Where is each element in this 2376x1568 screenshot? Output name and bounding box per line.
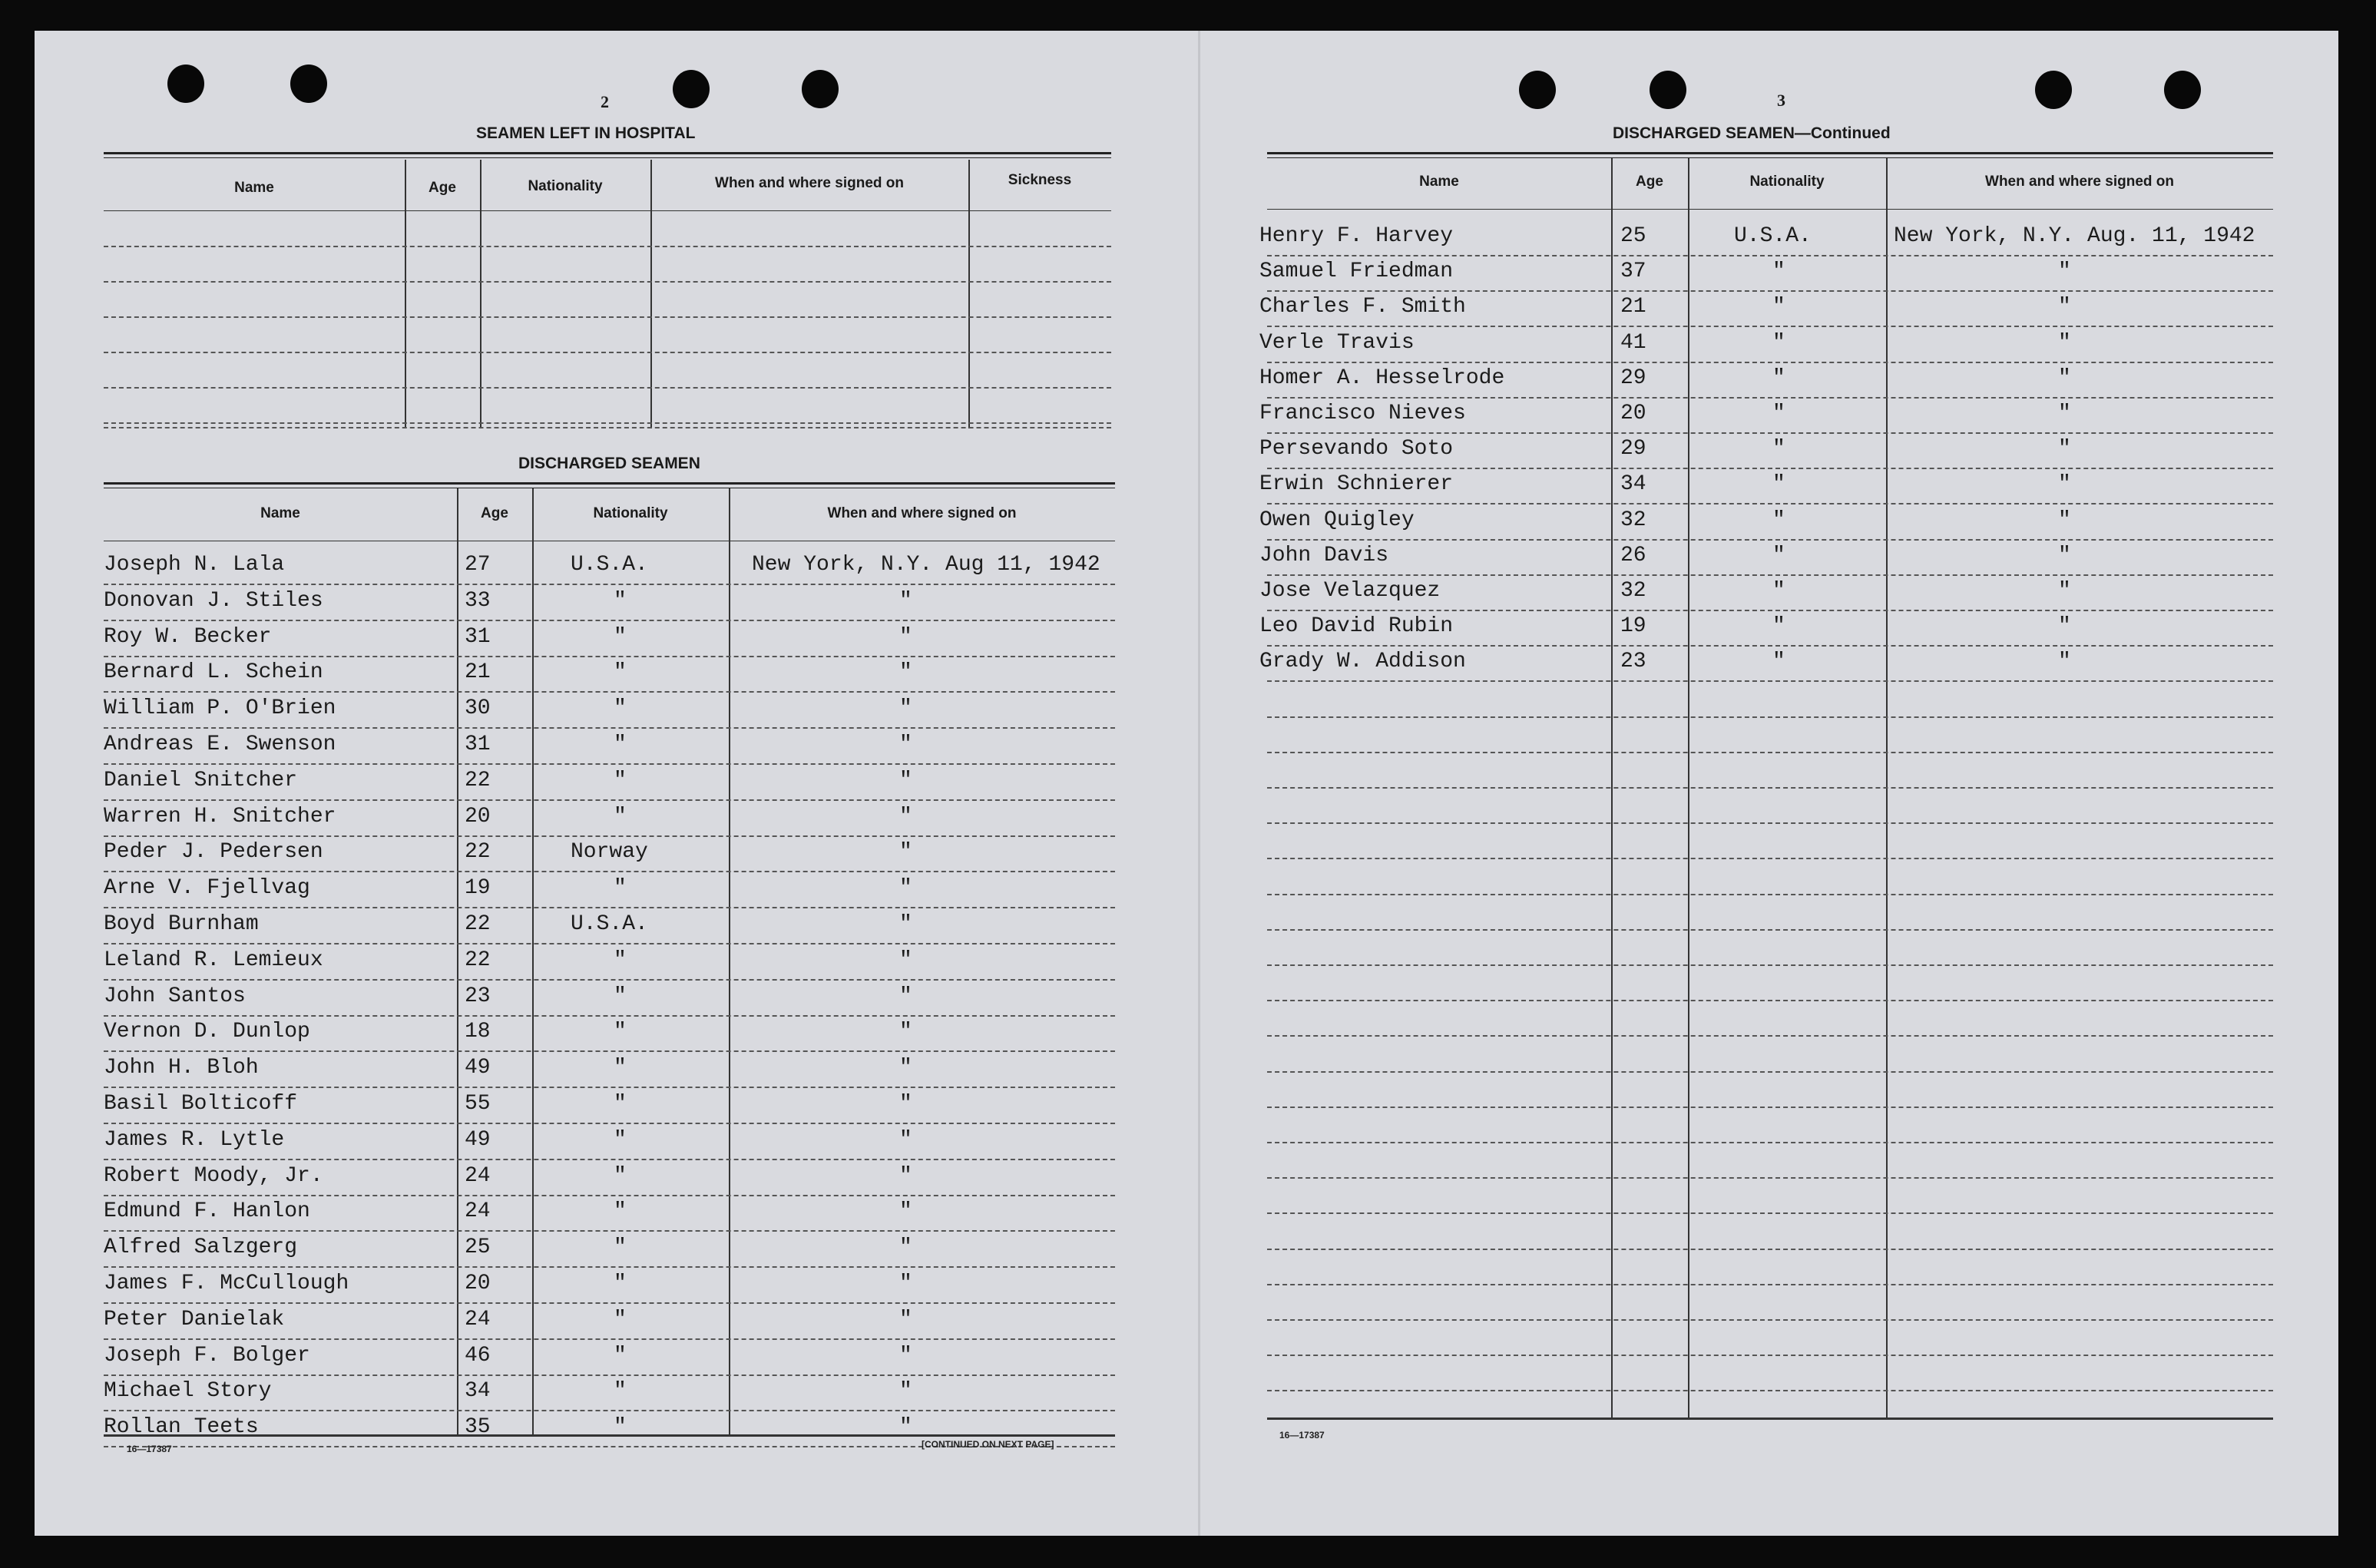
seaman-signed-on: New York, N.Y. Aug 11, 1942 <box>752 553 1100 577</box>
seaman-signed-on: " <box>2058 366 2071 390</box>
row-line <box>1267 822 2273 824</box>
seaman-name: Rollan Teets <box>104 1415 259 1440</box>
column-header: When and where signed on <box>827 505 1017 521</box>
seaman-signed-on: " <box>899 624 912 649</box>
seaman-age: 24 <box>465 1307 491 1331</box>
seaman-signed-on: " <box>899 1272 912 1295</box>
seaman-age: 19 <box>465 876 491 901</box>
seaman-age: 25 <box>465 1236 491 1260</box>
seaman-signed-on: " <box>2058 650 2071 674</box>
discharged-continued-table <box>1259 152 2273 1421</box>
seaman-signed-on: " <box>2058 472 2071 497</box>
seaman-nationality: " <box>614 588 627 613</box>
seaman-age: 49 <box>465 1127 491 1152</box>
seaman-nationality: " <box>614 1199 627 1224</box>
row-line <box>1267 894 2273 895</box>
seaman-age: 21 <box>1620 295 1646 319</box>
row-line <box>1267 503 2273 504</box>
column-header: Nationality <box>1749 174 1825 190</box>
seaman-name: John Santos <box>104 984 246 1008</box>
page-number: 2 <box>601 92 609 111</box>
seaman-name: Vernon D. Dunlop <box>104 1020 310 1044</box>
row-line <box>104 1266 1115 1268</box>
seaman-nationality: " <box>614 1127 627 1152</box>
seaman-signed-on: " <box>2058 295 2071 319</box>
seaman-nationality: " <box>1772 650 1785 674</box>
seaman-nationality: " <box>1772 508 1785 532</box>
seaman-age: 34 <box>465 1379 491 1404</box>
row-line <box>1267 716 2273 718</box>
seaman-signed-on: " <box>899 1056 912 1080</box>
row-line <box>104 427 1111 428</box>
seaman-signed-on: " <box>2058 579 2071 603</box>
seaman-nationality: " <box>1772 579 1785 603</box>
seaman-signed-on: " <box>899 1415 912 1440</box>
seaman-signed-on: " <box>899 1236 912 1260</box>
column-header: Sickness <box>1008 172 1072 188</box>
row-line <box>104 871 1115 872</box>
seaman-name: Verle Travis <box>1259 330 1415 355</box>
row-line <box>1267 858 2273 859</box>
row-line <box>1267 1107 2273 1108</box>
seaman-age: 22 <box>465 912 491 936</box>
seaman-age: 41 <box>1620 330 1646 355</box>
seaman-nationality: " <box>1772 260 1785 284</box>
row-line <box>104 316 1111 318</box>
row-line <box>104 620 1115 621</box>
column-divider <box>457 488 458 1434</box>
seaman-name: Peter Danielak <box>104 1307 285 1331</box>
row-line <box>1267 610 2273 611</box>
form-number: 16—17387 <box>127 1444 172 1454</box>
row-line <box>1267 1035 2273 1037</box>
row-line <box>104 1410 1115 1411</box>
seaman-signed-on: " <box>2058 614 2071 639</box>
column-header: Age <box>429 180 456 196</box>
seaman-signed-on: " <box>899 804 912 829</box>
seaman-age: 20 <box>465 804 491 829</box>
seaman-signed-on: " <box>2058 543 2071 567</box>
seaman-name: Arne V. Fjellvag <box>104 876 310 901</box>
row-line <box>104 1050 1115 1052</box>
seaman-signed-on: " <box>899 840 912 865</box>
seaman-nationality: " <box>614 733 627 756</box>
row-line <box>104 1159 1115 1160</box>
seaman-name: William P. O'Brien <box>104 696 336 721</box>
seaman-signed-on: " <box>899 696 912 721</box>
seaman-signed-on: " <box>2058 508 2071 532</box>
seaman-nationality: " <box>614 1415 627 1440</box>
row-line <box>104 387 1111 389</box>
punch-hole <box>1650 71 1686 109</box>
seaman-age: 22 <box>465 948 491 972</box>
seaman-signed-on: " <box>899 948 912 972</box>
seaman-age: 24 <box>465 1163 491 1188</box>
seaman-nationality: " <box>614 1343 627 1368</box>
seaman-signed-on: New York, N.Y. Aug. 11, 1942 <box>1894 224 2255 248</box>
punch-hole <box>2164 71 2201 109</box>
seaman-age: 23 <box>465 984 491 1008</box>
row-line <box>1267 432 2273 434</box>
seaman-signed-on: " <box>899 1163 912 1188</box>
seaman-name: James F. McCullough <box>104 1272 349 1295</box>
row-line <box>1267 680 2273 682</box>
seaman-name: Peder J. Pedersen <box>104 840 323 865</box>
row-line <box>1267 929 2273 931</box>
punch-hole <box>290 65 327 103</box>
seaman-nationality: " <box>614 768 627 792</box>
seaman-name: Francisco Nieves <box>1259 402 1466 425</box>
row-line <box>1267 1249 2273 1250</box>
seaman-signed-on: " <box>2058 330 2071 355</box>
column-header: Name <box>234 180 274 196</box>
seaman-name: Boyd Burnham <box>104 912 259 936</box>
form-number: 16—17387 <box>1279 1430 1325 1441</box>
bottom-rule <box>104 1434 1115 1437</box>
seaman-name: Basil Bolticoff <box>104 1092 298 1116</box>
title-text: DISCHARGED SEAMEN <box>1613 124 1795 142</box>
seaman-age: 30 <box>465 696 491 721</box>
seaman-nationality: " <box>1772 614 1785 639</box>
column-header: Nationality <box>593 505 668 521</box>
seaman-age: 35 <box>465 1415 491 1440</box>
row-line <box>1267 1177 2273 1179</box>
bottom-rule <box>1267 1417 2273 1420</box>
seaman-name: Daniel Snitcher <box>104 768 298 792</box>
title-suffix: —Continued <box>1794 124 1891 142</box>
row-line <box>104 835 1115 837</box>
row-line <box>1267 1319 2273 1321</box>
column-header: Nationality <box>528 178 603 194</box>
seaman-nationality: " <box>614 1020 627 1044</box>
column-header: Age <box>481 505 508 521</box>
double-rule <box>104 482 1115 488</box>
row-line <box>104 799 1115 801</box>
seaman-nationality: " <box>614 660 627 685</box>
row-line <box>1267 752 2273 753</box>
row-line <box>104 691 1115 693</box>
seaman-age: 22 <box>465 840 491 865</box>
seaman-signed-on: " <box>2058 402 2071 425</box>
row-line <box>1267 1390 2273 1391</box>
row-line <box>1267 468 2273 469</box>
seaman-age: 25 <box>1620 224 1646 248</box>
seaman-name: Michael Story <box>104 1379 272 1404</box>
row-line <box>104 1302 1115 1304</box>
column-divider <box>729 488 730 1434</box>
seaman-age: 32 <box>1620 508 1646 532</box>
discharged-table <box>104 482 1115 1440</box>
seaman-age: 46 <box>465 1343 491 1368</box>
column-divider <box>532 488 534 1434</box>
seaman-age: 20 <box>1620 402 1646 425</box>
row-line <box>104 727 1115 729</box>
seaman-age: 29 <box>1620 366 1646 390</box>
row-line <box>104 584 1115 585</box>
seaman-signed-on: " <box>899 1199 912 1224</box>
seaman-nationality: " <box>614 948 627 972</box>
seaman-nationality: Norway <box>571 840 648 865</box>
seaman-signed-on: " <box>899 1092 912 1116</box>
seaman-name: Leo David Rubin <box>1259 614 1454 639</box>
seaman-name: Roy W. Becker <box>104 624 272 649</box>
row-line <box>104 1015 1115 1017</box>
seaman-signed-on: " <box>899 1379 912 1404</box>
seaman-nationality: " <box>1772 330 1785 355</box>
row-line <box>104 246 1111 247</box>
seaman-age: 21 <box>465 660 491 685</box>
seaman-signed-on: " <box>899 588 912 613</box>
seaman-nationality: " <box>1772 437 1785 461</box>
seaman-name: Charles F. Smith <box>1259 295 1466 319</box>
seaman-age: 19 <box>1620 614 1646 639</box>
seaman-age: 20 <box>465 1272 491 1295</box>
seaman-age: 33 <box>465 588 491 613</box>
seaman-name: Alfred Salzgerg <box>104 1236 298 1260</box>
seaman-name: Jose Velazquez <box>1259 579 1441 603</box>
header-rule <box>104 210 1111 211</box>
seaman-name: Henry F. Harvey <box>1259 224 1454 248</box>
row-line <box>1267 964 2273 966</box>
seaman-nationality: " <box>614 696 627 721</box>
seaman-age: 49 <box>465 1056 491 1080</box>
seaman-signed-on: " <box>899 1127 912 1152</box>
seaman-name: Edmund F. Hanlon <box>104 1199 310 1224</box>
column-header: Name <box>260 505 300 521</box>
double-rule <box>104 152 1111 158</box>
row-line <box>104 979 1115 981</box>
seaman-nationality: " <box>614 1092 627 1116</box>
double-rule <box>1267 152 2273 158</box>
seaman-age: 23 <box>1620 650 1646 674</box>
seaman-nationality: " <box>1772 295 1785 319</box>
seaman-name: Samuel Friedman <box>1259 260 1454 284</box>
row-line <box>1267 645 2273 647</box>
seaman-signed-on: " <box>899 733 912 756</box>
row-line <box>1267 326 2273 327</box>
row-line <box>104 1374 1115 1376</box>
discharged-section-title: DISCHARGED SEAMEN <box>518 455 700 472</box>
row-line <box>104 1087 1115 1088</box>
seaman-age: 31 <box>465 624 491 649</box>
row-line <box>1267 362 2273 363</box>
punch-hole <box>167 65 204 103</box>
seaman-nationality: " <box>614 1236 627 1260</box>
seaman-age: 55 <box>465 1092 491 1116</box>
seaman-nationality: U.S.A. <box>571 912 648 936</box>
row-line <box>104 907 1115 908</box>
seaman-name: Homer A. Hesselrode <box>1259 366 1505 390</box>
row-line <box>1267 1212 2273 1214</box>
seaman-age: 18 <box>465 1020 491 1044</box>
hospital-section-title: SEAMEN LEFT IN HOSPITAL <box>476 124 696 142</box>
seaman-nationality: " <box>1772 472 1785 497</box>
row-line <box>104 352 1111 353</box>
seaman-age: 37 <box>1620 260 1646 284</box>
seaman-signed-on: " <box>899 876 912 901</box>
seaman-nationality: U.S.A. <box>1734 224 1812 248</box>
column-header: When and where signed on <box>715 175 904 191</box>
seaman-name: John Davis <box>1259 543 1389 567</box>
seaman-nationality: U.S.A. <box>571 553 648 577</box>
row-line <box>1267 1355 2273 1356</box>
row-line <box>104 656 1115 657</box>
seaman-name: Persevando Soto <box>1259 437 1454 461</box>
seaman-nationality: " <box>614 804 627 829</box>
row-line <box>1267 1142 2273 1143</box>
row-line <box>104 281 1111 283</box>
row-line <box>1267 1071 2273 1073</box>
hospital-table <box>104 152 1111 433</box>
row-line <box>104 1123 1115 1124</box>
seaman-nationality: " <box>614 984 627 1008</box>
seaman-age: 26 <box>1620 543 1646 567</box>
seaman-name: Robert Moody, Jr. <box>104 1163 323 1188</box>
row-line <box>1267 1284 2273 1285</box>
seaman-signed-on: " <box>899 984 912 1008</box>
seaman-name: John H. Bloh <box>104 1056 259 1080</box>
seaman-name: Bernard L. Schein <box>104 660 323 685</box>
continued-note: [CONTINUED ON NEXT PAGE] <box>922 1439 1054 1450</box>
seaman-age: 22 <box>465 768 491 792</box>
row-line <box>1267 539 2273 541</box>
punch-hole <box>2035 71 2072 109</box>
seaman-name: Andreas E. Swenson <box>104 733 336 756</box>
seaman-nationality: " <box>614 1163 627 1188</box>
row-line <box>1267 1000 2273 1001</box>
seaman-signed-on: " <box>2058 260 2071 284</box>
seaman-name: James R. Lytle <box>104 1127 285 1152</box>
seaman-signed-on: " <box>899 1343 912 1368</box>
seaman-nationality: " <box>614 624 627 649</box>
seaman-nationality: " <box>614 1056 627 1080</box>
seaman-name: Warren H. Snitcher <box>104 804 336 829</box>
row-line <box>1267 574 2273 576</box>
row-line <box>104 1338 1115 1340</box>
seaman-name: Owen Quigley <box>1259 508 1415 532</box>
row-line <box>104 422 1111 424</box>
punch-hole <box>802 70 839 108</box>
column-header: Name <box>1419 174 1459 190</box>
seaman-nationality: " <box>1772 402 1785 425</box>
seaman-signed-on: " <box>2058 437 2071 461</box>
seaman-name: Grady W. Addison <box>1259 650 1466 674</box>
seaman-name: Leland R. Lemieux <box>104 948 323 972</box>
seaman-signed-on: " <box>899 1307 912 1331</box>
seaman-age: 34 <box>1620 472 1646 497</box>
seaman-nationality: " <box>1772 366 1785 390</box>
header-rule <box>1267 209 2273 210</box>
row-line <box>104 1195 1115 1196</box>
page-fold <box>1198 31 1200 1536</box>
seaman-age: 31 <box>465 733 491 756</box>
seaman-name: Joseph N. Lala <box>104 553 285 577</box>
seaman-nationality: " <box>614 1307 627 1331</box>
seaman-nationality: " <box>614 1272 627 1295</box>
row-line <box>1267 397 2273 399</box>
seaman-signed-on: " <box>899 912 912 936</box>
seaman-name: Joseph F. Bolger <box>104 1343 310 1368</box>
seaman-age: 27 <box>465 553 491 577</box>
seaman-signed-on: " <box>899 1020 912 1044</box>
punch-hole <box>1519 71 1556 109</box>
seaman-signed-on: " <box>899 660 912 685</box>
seaman-age: 32 <box>1620 579 1646 603</box>
seaman-nationality: " <box>614 876 627 901</box>
seaman-age: 29 <box>1620 437 1646 461</box>
page-number: 3 <box>1777 91 1785 110</box>
seaman-age: 24 <box>465 1199 491 1224</box>
row-line <box>1267 255 2273 256</box>
seaman-name: Donovan J. Stiles <box>104 588 323 613</box>
punch-hole <box>673 70 710 108</box>
discharged-continued-title <box>1613 124 1891 143</box>
row-line <box>1267 787 2273 789</box>
row-line <box>104 763 1115 765</box>
seaman-nationality: " <box>614 1379 627 1404</box>
row-line <box>104 1230 1115 1232</box>
row-line <box>104 943 1115 944</box>
column-header: When and where signed on <box>1985 174 2174 190</box>
seaman-name: Erwin Schnierer <box>1259 472 1454 497</box>
seaman-signed-on: " <box>899 768 912 792</box>
row-line <box>1267 290 2273 292</box>
column-header: Age <box>1636 174 1663 190</box>
seaman-nationality: " <box>1772 543 1785 567</box>
